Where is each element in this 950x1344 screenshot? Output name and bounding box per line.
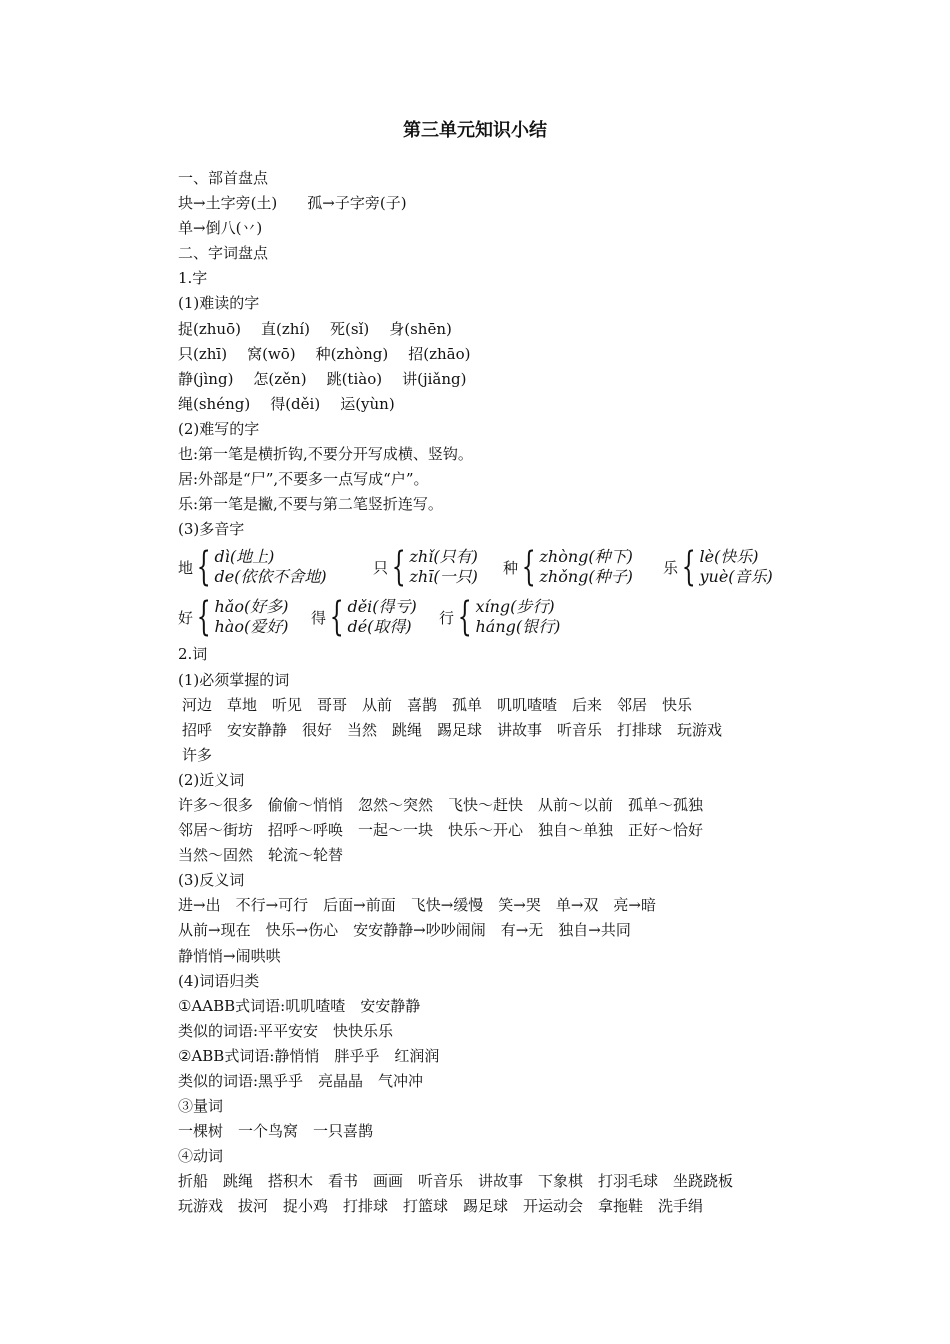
- radical-line: [178, 216, 878, 241]
- subheading-antonyms: (3)反义词: [178, 871, 245, 890]
- section-heading-words: 二、字词盘点: [178, 244, 269, 263]
- subheading-synonyms: (2)近义词: [178, 770, 245, 789]
- subheading-words: 2.词: [178, 645, 208, 664]
- classification-line: ②ABB式词语:静悄悄 胖乎乎 红润润: [178, 1046, 440, 1065]
- polyphonic-item: [178, 544, 373, 591]
- subheading-characters: 1.字: [178, 269, 208, 288]
- hard-read-item: 讲(jiǎng): [402, 369, 467, 388]
- hard-read-line: [178, 392, 878, 417]
- classification-line: ③量词: [178, 1097, 224, 1116]
- polyphonic-reading: zhǒng(种子): [539, 567, 633, 587]
- polyphonic-char: 地: [178, 558, 194, 577]
- radical-item: 块→土字旁(土): [178, 194, 278, 213]
- antonym-line: 静悄悄→闹哄哄: [178, 946, 281, 965]
- polyphonic-reading: hǎo(好多): [214, 597, 289, 617]
- polyphonic-item: [663, 544, 773, 591]
- content: [178, 166, 878, 1220]
- polyphonic-item: [503, 544, 663, 591]
- hard-read-item: 怎(zěn): [253, 369, 307, 388]
- hard-read-item: 直(zhí): [260, 319, 311, 338]
- polyphonic-char: 好: [178, 608, 194, 627]
- hard-read-line: [178, 342, 878, 367]
- classification-line: 折船 跳绳 搭积木 看书 画画 听音乐 讲故事 下象棋 打羽毛球 坐跷跷板: [178, 1172, 734, 1191]
- brace: {: [457, 594, 472, 641]
- hard-write-line: 居:外部是“尸”,不要多一点写成“户”。: [178, 470, 429, 489]
- brace: {: [196, 544, 211, 591]
- hard-read-item: 招(zhāo): [408, 344, 471, 363]
- antonym-line: 从前→现在 快乐→伤心 安安静静→吵吵闹闹 有→无 独自→共同: [178, 921, 631, 940]
- classification-line: ①AABB式词语:叽叽喳喳 安安静静: [178, 996, 421, 1015]
- page-title: 第三单元知识小结: [403, 120, 547, 141]
- polyphonic-char: 只: [373, 558, 389, 577]
- hard-read-item: 窝(wō): [247, 344, 296, 363]
- brace: {: [196, 594, 211, 641]
- polyphonic-item: [311, 594, 439, 641]
- subheading-hard-write: (2)难写的字: [178, 419, 260, 438]
- polyphonic-item: [439, 594, 561, 641]
- polyphonic-char: 行: [439, 608, 455, 627]
- synonym-line: 许多～很多 偷偷～悄悄 忽然～突然 飞快～赶快 从前～以前 孤单～孤独: [178, 795, 704, 814]
- polyphonic-char: 得: [311, 608, 327, 627]
- classification-line: 玩游戏 拔河 捉小鸡 打排球 打篮球 踢足球 开运动会 拿拖鞋 洗手绢: [178, 1197, 704, 1216]
- polyphonic-reading: yuè(音乐): [699, 567, 773, 587]
- classification-line: 一棵树 一个鸟窝 一只喜鹊: [178, 1122, 374, 1141]
- hard-read-item: 种(zhòng): [315, 344, 389, 363]
- must-know-line: 许多: [182, 745, 213, 764]
- synonym-line: 当然～固然 轮流～轮替: [178, 846, 344, 865]
- brace: {: [521, 544, 536, 591]
- radical-item: 孤→子字旁(子): [307, 194, 407, 213]
- polyphonic-row: [178, 542, 878, 592]
- hard-read-item: 死(sǐ): [330, 319, 370, 338]
- hard-read-item: 绳(shéng): [178, 394, 251, 413]
- hard-read-item: 身(shēn): [389, 319, 452, 338]
- hard-write-line: 乐:第一笔是撇,不要与第二笔竖折连写。: [178, 495, 443, 514]
- must-know-line: 招呼 安安静静 很好 当然 跳绳 踢足球 讲故事 听音乐 打排球 玩游戏: [182, 720, 723, 739]
- hard-read-item: 得(děi): [270, 394, 321, 413]
- polyphonic-reading: xíng(步行): [475, 597, 555, 617]
- antonym-line: 进→出 不行→可行 后面→前面 飞快→缓慢 笑→哭 单→双 亮→暗: [178, 896, 656, 915]
- classification-line: 类似的词语:平平安安 快快乐乐: [178, 1021, 394, 1040]
- polyphonic-reading: lè(快乐): [699, 547, 759, 567]
- brace: {: [391, 544, 406, 591]
- hard-read-item: 只(zhī): [178, 344, 228, 363]
- must-know-line: 河边 草地 听见 哥哥 从前 喜鹊 孤单 叽叽喳喳 后来 邻居 快乐: [182, 695, 693, 714]
- subheading-hard-read: (1)难读的字: [178, 294, 260, 313]
- hard-write-line: 也:第一笔是横折钩,不要分开写成横、竖钩。: [178, 445, 473, 464]
- section-heading-radicals: 一、部首盘点: [178, 169, 269, 187]
- radical-line: [178, 191, 878, 216]
- hard-read-line: [178, 367, 878, 392]
- polyphonic-char: 种: [503, 558, 519, 577]
- subheading-classification: (4)词语归类: [178, 971, 260, 990]
- subheading-must-know: (1)必须掌握的词: [178, 670, 290, 689]
- hard-read-item: 捉(zhuō): [178, 319, 241, 338]
- synonym-line: 邻居～街坊 招呼～呼唤 一起～一块 快乐～开心 独自～单独 正好～恰好: [178, 821, 704, 840]
- polyphonic-reading: zhī(一只): [409, 567, 478, 587]
- polyphonic-row: [178, 592, 878, 642]
- polyphonic-reading: zhǐ(只有): [409, 547, 478, 567]
- polyphonic-reading: de(依依不舍地): [214, 567, 327, 587]
- polyphonic-reading: dé(取得): [347, 617, 412, 637]
- subheading-polyphonic: (3)多音字: [178, 520, 245, 539]
- polyphonic-reading: děi(得亏): [347, 597, 417, 617]
- polyphonic-char: 乐: [663, 558, 679, 577]
- polyphonic-reading: zhòng(种下): [539, 547, 633, 567]
- hard-read-item: 跳(tiào): [326, 369, 383, 388]
- polyphonic-item: [178, 594, 311, 641]
- brace: {: [329, 594, 344, 641]
- classification-line: 类似的词语:黑乎乎 亮晶晶 气冲冲: [178, 1072, 424, 1090]
- hard-read-item: 运(yùn): [340, 394, 395, 413]
- polyphonic-reading: háng(银行): [475, 617, 561, 637]
- polyphonic-reading: dì(地上): [214, 547, 275, 567]
- polyphonic-reading: hào(爱好): [214, 617, 289, 637]
- hard-read-line: [178, 317, 878, 342]
- brace: {: [681, 544, 696, 591]
- polyphonic-item: [373, 544, 503, 591]
- classification-line: ④动词: [178, 1147, 224, 1166]
- radical-item: 单→倒八(丷): [178, 219, 263, 238]
- hard-read-item: 静(jìng): [178, 369, 234, 388]
